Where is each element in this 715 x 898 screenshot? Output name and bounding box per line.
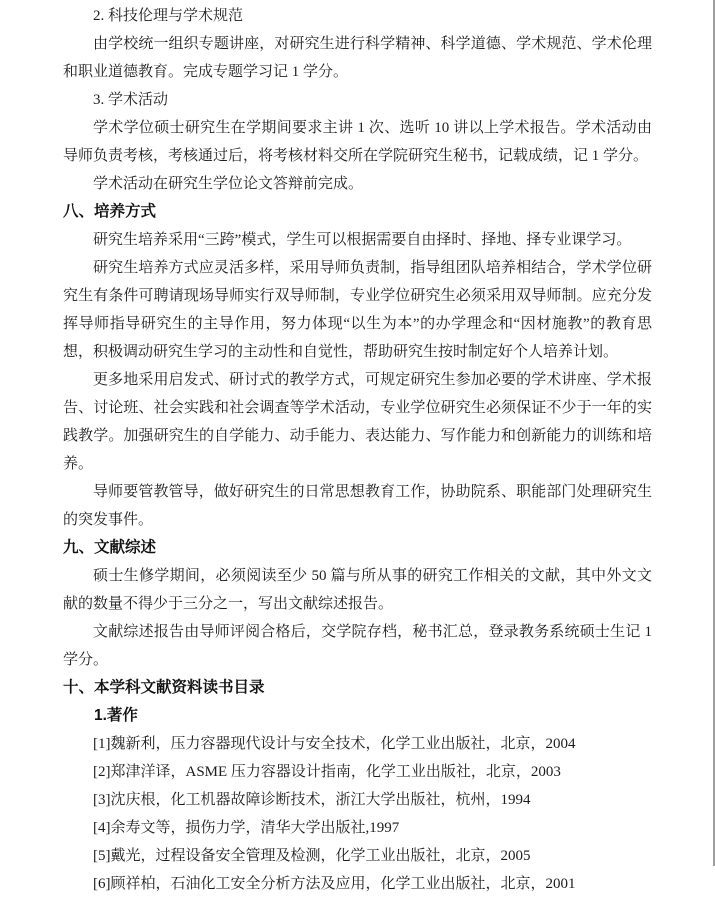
reference-item: [1]魏新利，压力容器现代设计与安全技术，化学工业出版社，北京，2004: [93, 736, 576, 752]
body-paragraph: 研究生培养方式应灵活多样，采用导师负责制，指导组团队培养相结合，学术学位研究生有条件可聘请现场导师实行双导师制，专业学位研究生必须采用双导师制。应充分发挥导师指导研究生的主导作用，努力体现“以生为本”的办学理念和“因材施教”的教育思想，积极调动研究生学习的主动性和自觉性，帮助研究生按时制定好个人培养计划。: [63, 260, 652, 360]
body-paragraph: 学术学位硕士研究生在学期间要求主讲 1 次、选听 10 讲以上学术报告。学术活动由导师负责考核，考核通过后，将考核材料交所在学院研究生秘书，记载成绩，记 1 学分。: [63, 120, 652, 164]
section-heading: 九、文献综述: [63, 539, 157, 556]
section-heading: 八、培养方式: [63, 203, 157, 220]
body-paragraph: 更多地采用启发式、研讨式的教学方式，可规定研究生参加必要的学术讲座、学术报告、讨论班、社会实践和社会调查等学术活动，专业学位研究生必须保证不少于一年的实践教学。加强研究生的自学能力、动手能力、表达能力、写作能力和创新能力的训练和培养。: [63, 372, 652, 472]
body-paragraph: 学术活动在研究生学位论文答辩前完成。: [93, 176, 364, 192]
document-content: [63, 2, 652, 898]
body-paragraph: 硕士生修学期间，必须阅读至少 50 篇与所从事的研究工作相关的文献，其中外文文献的数量不得少于三分之一，写出文献综述报告。: [63, 568, 652, 612]
numbered-item: 3. 学术活动: [93, 92, 169, 108]
reference-item: [4]余寿文等，损伤力学，清华大学出版社,1997: [93, 820, 400, 836]
body-paragraph: 由学校统一组织专题讲座，对研究生进行科学精神、科学道德、学术规范、学术伦理和职业道德教育。完成专题学习记 1 学分。: [63, 36, 652, 80]
reference-item: [6]顾祥柏，石油化工安全分析方法及应用，化学工业出版社，北京，2001: [93, 876, 576, 892]
body-paragraph: 导师要管教管导，做好研究生的日常思想教育工作，协助院系、职能部门处理研究生的突发事件。: [63, 484, 652, 528]
body-paragraph: 文献综述报告由导师评阅合格后，交学院存档，秘书汇总，登录教务系统硕士生记 1 学分。: [63, 624, 652, 668]
body-paragraph: 研究生培养采用“三跨”模式，学生可以根据需要自由择时、择地、择专业课学习。: [93, 232, 632, 248]
subsection-heading: 1.著作: [94, 707, 138, 724]
section-heading: 十、本学科文献资料读书目录: [63, 679, 265, 696]
reference-item: [2]郑津洋译，ASME 压力容器设计指南，化学工业出版社，北京，2003: [93, 764, 561, 780]
numbered-item: 2. 科技伦理与学术规范: [93, 8, 244, 24]
reference-item: [3]沈庆根，化工机器故障诊断技术，浙江大学出版社，杭州，1994: [93, 792, 531, 808]
reference-item: [5]戴光，过程设备安全管理及检测，化学工业出版社，北京，2005: [93, 848, 531, 864]
